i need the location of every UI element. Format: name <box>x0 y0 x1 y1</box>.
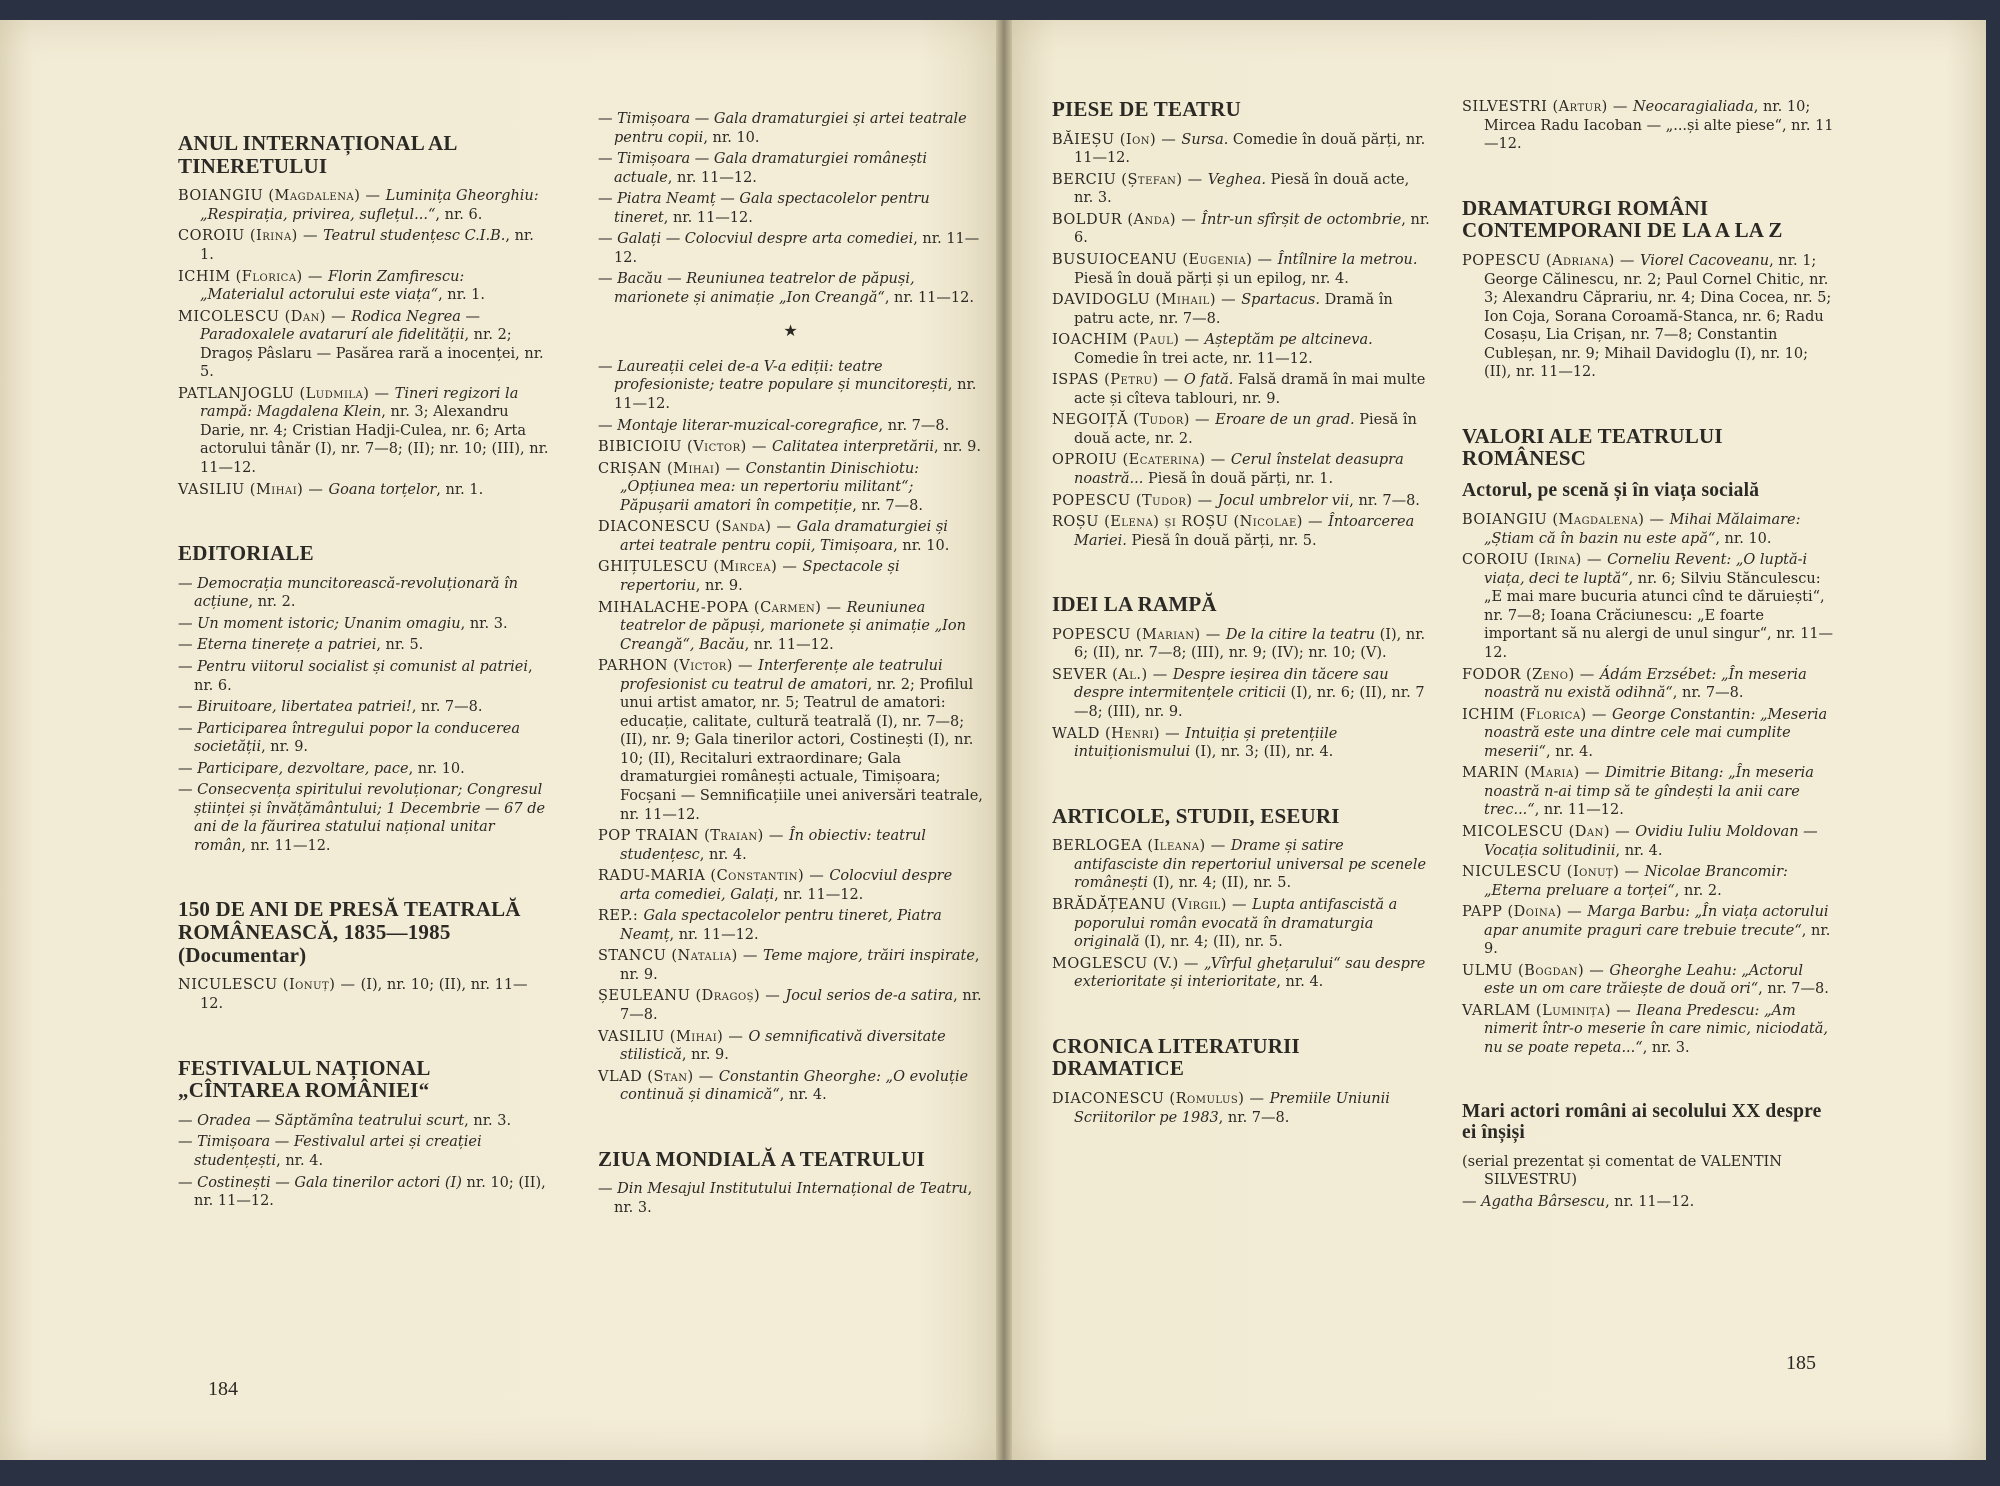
entry-title: Întîlnire la metrou. <box>1277 251 1418 268</box>
entry-issue: (I), nr. 6; (II), nr. 7—8; (III), nr. 9. <box>1074 685 1425 721</box>
entry-author: SEVER (Al.) — <box>1052 666 1173 683</box>
entry-author: ICHIM (Florica) — <box>1462 706 1612 723</box>
section-heading: FESTIVALUL NAȚIONAL „CÎNTAREA ROMÂNIEI“ <box>178 1055 430 1103</box>
bibliography-entry <box>1052 451 1432 488</box>
entry-title: Tineri regizori la rampă: Magdalena Klein <box>200 385 519 421</box>
entry-author: COROIU (Irina) — <box>1462 552 1608 569</box>
entry-title: — Biruitoare, libertatea patriei! <box>178 699 412 716</box>
section-heading: ARTICOLE, STUDII, ESEURI <box>1052 803 1340 828</box>
bibliography-entry <box>598 270 983 307</box>
bibliography-entry <box>1462 1193 1834 1212</box>
entry-author: VASILIU (Mihai) — <box>598 1028 749 1045</box>
entry-issue: , nr. 7—8. <box>1349 492 1420 509</box>
entry-author: IOACHIM (Paul) — <box>1052 332 1205 349</box>
entry-author: DIACONESCU (Romulus) — <box>1052 1091 1270 1108</box>
entry-author: NICULESCU (Ionuț) — <box>1462 864 1645 881</box>
entry-title: Luminița Gheorghiu: „Respirația, privirea, suflețul...“ <box>200 188 539 223</box>
bibliography-entry <box>598 947 983 984</box>
entry-title: Într-un sfîrșit de octombrie <box>1201 211 1402 228</box>
section-heading: DRAMATURGI ROMÂNI CONTEMPORANI DE LA A LA Z <box>1462 195 1783 243</box>
entry-title: Ovidiu Iuliu Moldovan — Vocația solitudinii <box>1484 823 1818 859</box>
entry-title: Viorel Cacoveanu <box>1640 252 1770 269</box>
entry-title: Premiile Uniunii Scriitorilor pe 1983 <box>1074 1091 1390 1126</box>
bibliography-entry <box>1462 551 1834 662</box>
entry-title: Veghea. <box>1207 171 1266 188</box>
entry-author: PAPP (Doina) — <box>1462 904 1588 921</box>
entry-issue: , nr. 4. <box>1276 974 1324 991</box>
bibliography-entry <box>598 190 983 227</box>
bibliography-entry <box>598 518 983 555</box>
entry-issue: , nr. 5. <box>376 637 424 654</box>
entry-title: — Un moment istoric; Unanim omagiu <box>178 615 461 632</box>
bibliography-entry <box>1052 513 1432 550</box>
bibliography-entry <box>1052 291 1432 328</box>
bibliography-entry <box>598 150 983 187</box>
entry-issue: , nr. 11—12. <box>663 209 753 226</box>
entry-issue: , nr. 9. <box>620 948 980 983</box>
bibliography-entry <box>598 867 983 904</box>
entry-issue: , nr. 7—8. <box>852 497 923 514</box>
section-spacer <box>1052 765 1432 805</box>
entry-issue: Comedie în trei acte, nr. 11—12. <box>1074 350 1313 367</box>
bibliography-entry <box>1052 626 1432 663</box>
bibliography-entry <box>178 698 550 717</box>
entry-author: BOIANGIU (Magdalena) — <box>178 188 386 205</box>
bibliography-entry <box>1462 1002 1834 1058</box>
entry-title: — Montaje literar-muzical-coregrafice <box>598 417 879 434</box>
bibliography-entry <box>598 110 983 147</box>
bibliography-entry <box>1462 252 1834 382</box>
entry-author: BUSUIOCEANU (Eugenia) — <box>1052 251 1278 268</box>
entry-title: Colocviul despre arta comediei, Galați <box>620 868 953 903</box>
entry-issue: , nr. 10. <box>893 537 950 554</box>
entry-title: Jocul serios de-a satira <box>785 988 954 1005</box>
bibliography-entry <box>1052 837 1432 893</box>
entry-author: BOIANGIU (Magdalena) — <box>1462 512 1670 529</box>
entry-author: COROIU (Irina) — <box>178 228 324 245</box>
entry-issue: , nr. 11—12. <box>1605 1193 1695 1210</box>
left-column-1 <box>178 132 550 1214</box>
entry-issue: , nr. 11—12. <box>774 886 864 903</box>
entry-author: ROȘU (Elena) și ROȘU (Nicolae) — <box>1052 514 1329 531</box>
entry-issue: , nr. 6. <box>1074 211 1430 247</box>
entry-author: POPESCU (Marian) — <box>1052 626 1226 643</box>
entry-issue: , nr. 3. <box>614 1181 973 1216</box>
entry-issue: , nr. 7—8. <box>878 417 950 434</box>
entry-title: Spartacus. <box>1241 292 1320 309</box>
entry-title: — Participare, dezvoltare, pace <box>178 760 409 777</box>
entry-issue: Piesă în două părți, nr. 1. <box>1143 470 1334 487</box>
bibliography-entry <box>598 1028 983 1065</box>
entry-title: — Bacău — Reuniunea teatrelor de păpuși, marionete și animație „Ion Creangă“ <box>598 271 915 306</box>
entry-title: O semnificativă diversitate stilistică <box>620 1028 946 1064</box>
bibliography-entry <box>598 907 983 944</box>
entry-author: BĂIEȘU (Ion) — <box>1052 131 1182 148</box>
bibliography-entry <box>1462 764 1834 820</box>
entry-author: BIBICIOIU (Victor) — <box>598 439 773 456</box>
entry-title: Nicolae Brancomir: „Eterna preluare a torței“ <box>1484 864 1788 899</box>
entry-issue: , nr. 3; Alexandru Darie, nr. 4; Cristian Hadji-Culea, nr. 6; Arta actorului tânăr (I), nr. 7—8; (II); nr. 10; (III), nr. 11—12. <box>200 404 549 476</box>
entry-title: Teatrul studențesc C.I.B. <box>323 228 506 245</box>
entry-issue: , nr. 4. <box>1615 842 1663 859</box>
section-heading: IDEI LA RAMPĂ <box>1052 592 1217 617</box>
bibliography-entry <box>1052 331 1432 368</box>
entry-title: — Laureații celei de-a V-a ediții: teatre profesioniste; teatre populare și muncitorești <box>598 358 948 394</box>
entry-author: POP TRAIAN (Traian) — <box>598 828 789 845</box>
entry-author: NEGOIȚĂ (Tudor) — <box>1052 412 1216 429</box>
entry-author: STANCU (Natalia) — <box>598 948 763 965</box>
bibliography-entry <box>178 781 550 855</box>
section-spacer <box>1052 553 1432 593</box>
section-heading: Mari actori români ai secolului XX despre ei înșiși <box>1462 1100 1822 1143</box>
entry-title: De la citire la teatru <box>1225 626 1375 643</box>
entry-author: DIACONESCU (Sanda) — <box>598 519 797 536</box>
entry-author: MARIN (Maria) — <box>1462 765 1606 782</box>
bibliography-entry <box>1052 492 1432 511</box>
entry-title: — Democrația muncitorească-revoluționară în acțiune <box>178 575 518 611</box>
entry-issue: , nr. 11—12. <box>744 636 834 653</box>
entry-issue: (I), nr. 4; (II), nr. 5. <box>1139 934 1283 951</box>
entry-issue: Piesă în două acte, nr. 3. <box>1074 171 1410 207</box>
entry-title: Drame și satire antifasciste din repertoriul universal pe scenele românești <box>1074 838 1427 892</box>
bibliography-entry <box>1462 962 1834 999</box>
entry-author: ISPAS (Petru) — <box>1052 372 1184 389</box>
bibliography-entry <box>1052 896 1432 952</box>
entry-issue: , nr. 6. <box>435 206 483 223</box>
entry-author: VLAD (Stan) — <box>598 1068 719 1085</box>
entry-title: Ádám Erzsébet: „În meseria noastră nu există odihnă“ <box>1484 666 1807 702</box>
section-heading: 150 DE ANI DE PRESĂ TEATRALĂ ROMÂNEASCĂ, 1835—1985 (Documentar) <box>178 897 521 967</box>
series-note: (serial prezentat și comentat de VALENTIN SILVESTRU) <box>1462 1153 1782 1189</box>
entry-author: BERLOGEA (Ileana) — <box>1052 838 1231 855</box>
entry-issue: , nr. 6; Silviu Stănculescu: „E mai mare bucuria atunci cînd te dăruiești“, nr. 7—8; Ioana Crăciunescu: „E foarte important să nu alergi de unul singur“, nr. 11—12. <box>1484 570 1834 662</box>
entry-author: VARLAM (Luminița) — <box>1462 1002 1637 1019</box>
entry-title: Jocul umbrelor vii <box>1217 492 1350 509</box>
entry-author: REP.: <box>598 908 644 925</box>
bibliography-entry <box>1462 823 1834 860</box>
entry-issue: , nr. 1; George Călinescu, nr. 2; Paul Cornel Chitic, nr. 3; Alexandru Căprariu, nr. 4; Dina Cocea, nr. 5; Ion Coja, Sorana Coroamă-Stanca, nr. 6; Radu Cosașu, Lia Crișan, nr. 7—8; Constantin Cubleșan, nr. 9; Mihail Davidoglu (I), nr. 10; (II), nr. 11—12. <box>1484 252 1832 381</box>
bibliography-entry <box>1052 131 1432 168</box>
entry-issue: , nr. 4. <box>276 1152 324 1169</box>
bibliography-entry <box>1052 371 1432 408</box>
entry-title: Gala dramaturgiei și artei teatrale pentru copii, Timișoara <box>620 519 948 554</box>
entry-author: GHIȚULESCU (Mircea) — <box>598 559 803 576</box>
right-column-1 <box>1052 98 1432 1130</box>
entry-issue: Dramă în patru acte, nr. 7—8. <box>1074 292 1393 327</box>
entry-title: Lupta antifascistă a poporului român evocată în dramaturgia originală <box>1074 896 1398 951</box>
entry-author: ICHIM (Florica) — <box>178 268 328 285</box>
entry-author: MICOLESCU (Dan) — <box>1462 823 1636 840</box>
section-spacer <box>178 858 550 898</box>
bibliography-entry <box>1052 251 1432 288</box>
entry-author: FODOR (Zeno) — <box>1462 666 1600 683</box>
entry-title: Dimitrie Bitang: „În meseria noastră n-ai timp să te gîndești la anii care trec...“ <box>1484 765 1814 819</box>
bibliography-entry <box>598 358 983 414</box>
entry-title: — Costinești — Gala tinerilor actori (I) <box>178 1174 462 1191</box>
entry-title: — Din Mesajul Institutului Internațional de Teatru <box>598 1181 968 1198</box>
entry-author: MOGLESCU (V.) — <box>1052 955 1204 972</box>
section-heading: CRONICA LITERATURII DRAMATICE <box>1052 1033 1300 1081</box>
bibliography-entry <box>178 575 550 612</box>
entry-author: VASILIU (Mihai) — <box>178 481 329 498</box>
bibliography-entry <box>598 599 983 655</box>
entry-issue: , nr. 10. <box>703 129 760 146</box>
bibliography-entry <box>598 1180 983 1217</box>
entry-issue: Falsă dramă în mai multe acte și cîteva tablouri, nr. 9. <box>1074 372 1426 407</box>
entry-author: DAVIDOGLU (Mihail) — <box>1052 292 1242 309</box>
right-column-2 <box>1462 98 1834 1214</box>
entry-title: — Consecvența spiritului revoluționar; Congresul științei și învățământului; 1 Decembrie — 67 de ani de la făurirea statului național unitar român <box>178 782 546 854</box>
entry-issue: , nr. 2. <box>1674 882 1722 899</box>
entry-issue: , nr. 2. <box>248 594 296 611</box>
entry-title: Reuniunea teatrelor de păpuși, marionete și animație „Ion Creangă“, Bacău <box>620 599 966 653</box>
entry-title: Corneliu Revent: „O luptă-i viața, deci te luptă“ <box>1484 552 1808 587</box>
entry-title: Goana torțelor <box>328 481 437 498</box>
bibliography-entry <box>178 1174 550 1211</box>
entry-title: — Timișoara — Gala dramaturgiei românești actuale <box>598 151 928 186</box>
entry-author: MIHALACHE-POPA (Carmen) — <box>598 599 847 616</box>
entry-title: O fată. <box>1183 372 1234 389</box>
bibliography-entry <box>1462 706 1834 762</box>
entry-author: BERCIU (Ștefan) — <box>1052 171 1208 188</box>
entry-title: Gheorghe Leahu: „Actorul este un om care trăiește de două ori“ <box>1484 962 1803 998</box>
bibliography-entry <box>178 1112 550 1131</box>
entry-author: SILVESTRI (Artur) — <box>1462 99 1633 115</box>
bibliography-entry <box>598 827 983 864</box>
entry-issue: (I), nr. 10; (II), nr. 11—12. <box>200 977 528 1012</box>
entry-author: MICOLESCU (Dan) — <box>178 308 352 325</box>
entry-title: Marga Barbu: „În viața actorului apar anumite praguri care trebuie trecute“ <box>1484 904 1829 939</box>
section-spacer <box>1462 385 1834 425</box>
entry-issue: , nr. 4. <box>779 1087 827 1104</box>
entry-title: — Timișoara — Festivalul artei și creației studențești <box>178 1134 482 1169</box>
entry-title: Gala spectacolelor pentru tineret, Piatra Neamț <box>620 908 942 943</box>
entry-issue: , nr. 6. <box>194 658 533 694</box>
section-spacer <box>1462 1061 1834 1101</box>
bibliography-entry <box>178 385 550 478</box>
section-spacer <box>178 502 550 542</box>
entry-issue: , nr. 11—12. <box>667 169 757 186</box>
bibliography-entry <box>1052 666 1432 722</box>
entry-issue: , nr. 2; Profilul unui artist amator, nr. 5; Teatrul de amatori: educație, calitate, cultură teatrală (I), nr. 7—8; (II), nr. 9; Gala tinerilor actori, Costinești (I), nr. 10; (II), Recitaluri extraordinare; Gala dramaturgiei românești actuale, Timișoara; Focșani — Semnificațiile unei aniversări teatrale, nr. 11—12. <box>620 676 983 823</box>
entry-issue: , nr. 11—12. <box>241 837 331 854</box>
entry-author: ȘEULEANU (Dragoș) — <box>598 988 786 1005</box>
entry-issue: , nr. 7—8. <box>1672 685 1744 702</box>
entry-author: BRĂDĂȚEANU (Virgil) — <box>1052 896 1253 913</box>
entry-title: Întoarcerea Mariei. <box>1074 514 1415 549</box>
entry-issue: , nr. 7—8. <box>1758 981 1829 998</box>
entry-issue: , nr. 9. <box>933 439 981 456</box>
entry-issue: , nr. 4. <box>1545 743 1593 760</box>
entry-issue: , nr. 11—12. <box>669 926 759 943</box>
bibliography-entry <box>1462 903 1834 959</box>
entry-title: Constantin Dinischiotu: „Opțiunea mea: un repertoriu militant“; Păpușarii amatori în competiție <box>620 460 920 514</box>
entry-title: Ileana Predescu: „Am nimerit într-o meserie în care nimic, niciodată, nu se poate repeta...“ <box>1484 1002 1829 1056</box>
entry-issue: , nr. 1. <box>436 481 484 498</box>
entry-author: BOLDUR (Anda) — <box>1052 211 1202 228</box>
entry-issue: , nr. 9. <box>261 739 309 756</box>
entry-title: Cerul înstelat deasupra noastră... <box>1074 452 1404 487</box>
entry-author: PARHON (Victor) — <box>598 658 759 675</box>
entry-issue: Piesă în două acte, nr. 2. <box>1074 412 1417 447</box>
section-heading: VALORI ALE TEATRULUI ROMÂNESC <box>1462 423 1723 471</box>
bibliography-entry <box>178 1133 550 1170</box>
entry-title: Despre ieșirea din tăcere sau despre intermitențele criticii <box>1074 666 1389 702</box>
entry-title: Sursa. <box>1181 131 1229 148</box>
entry-author: CRIȘAN (Mihai) — <box>598 460 746 477</box>
bibliography-entry <box>178 227 550 264</box>
entry-title: În obiectiv: teatrul studențesc <box>620 828 926 863</box>
bibliography-entry <box>178 308 550 382</box>
entry-issue: , nr. 11—12. <box>614 231 980 266</box>
bibliography-entry <box>1462 863 1834 900</box>
entry-issue: (I), nr. 3; (II), nr. 4. <box>1190 744 1334 761</box>
entry-title: George Constantin: „Meseria noastră este una dintre cele mai cumplite meserii“ <box>1484 706 1828 760</box>
bibliography-entry <box>1052 1090 1432 1127</box>
bibliography-entry <box>598 230 983 267</box>
entry-issue: , nr. 11—12. <box>884 289 974 306</box>
book-gutter <box>996 20 1012 1460</box>
section-heading: PIESE DE TEATRU <box>1052 97 1241 121</box>
entry-issue: Piesă în două părți, nr. 5. <box>1126 532 1317 549</box>
entry-author: OPROIU (Ecaterina) — <box>1052 452 1231 469</box>
bibliography-entry <box>178 720 550 757</box>
bibliography-entry <box>178 760 550 779</box>
entry-author: NICULESCU (Ionuț) — <box>178 977 361 994</box>
section-spacer <box>598 1108 983 1148</box>
section-heading: ANUL INTERNAȚIONAL AL TINERETULUI <box>178 131 457 178</box>
entry-issue: , nr. 9. <box>695 577 743 594</box>
section-heading: EDITORIALE <box>178 541 314 566</box>
entry-issue: nr. 10; (II), nr. 11—12. <box>194 1174 546 1210</box>
entry-title: Constantin Gheorghe: „O evoluție continuă și dinamică“ <box>620 1068 969 1104</box>
entry-issue: Comedie în două părți, nr. 11—12. <box>1074 131 1426 167</box>
entry-title: Neocaragialiada <box>1632 99 1754 115</box>
entry-title: Calitatea interpretării <box>772 439 934 456</box>
entry-issue: , nr. 7—8. <box>411 699 483 716</box>
entry-author: RADU-MARIA (Constantin) — <box>598 868 830 885</box>
entry-title: Așteptăm pe altcineva. <box>1204 332 1373 349</box>
entry-title: Interferențe ale teatrului profesionist cu teatrul de amatori <box>620 658 943 693</box>
bibliography-entry <box>1462 666 1834 703</box>
entry-issue: , nr. 10. <box>408 760 465 777</box>
bibliography-entry <box>1462 98 1834 154</box>
bibliography-entry <box>598 417 983 436</box>
entry-author: ULMU (Bogdan) — <box>1462 962 1610 979</box>
entry-issue: , nr. 9. <box>1484 922 1831 958</box>
bibliography-entry <box>598 438 983 457</box>
entry-issue: , nr. 10; Mircea Radu Iacoban — „...și alte piese“, nr. 11—12. <box>1484 99 1834 153</box>
entry-issue: , nr. 4. <box>699 846 747 863</box>
section-heading: ZIUA MONDIALĂ A TEATRULUI <box>598 1146 925 1171</box>
section-spacer <box>1462 157 1834 197</box>
left-column-2 <box>598 110 983 1220</box>
star-separator-icon: ★ <box>783 321 798 341</box>
entry-title: Rodica Negrea — Paradoxalele avatarurí ale fidelității <box>200 308 481 344</box>
entry-title: Intuiția și pretențiile intuiționismului <box>1074 725 1338 761</box>
bibliography-entry <box>1462 511 1834 548</box>
section-spacer <box>178 1017 550 1057</box>
entry-issue: Piesă în două părți și un epilog, nr. 4. <box>1074 270 1349 287</box>
bibliography-entry <box>1052 725 1432 762</box>
entry-author: WALD (Henri) — <box>1052 725 1186 742</box>
entry-author: PATLANJOGLU (Ludmila) — <box>178 385 395 402</box>
entry-issue: , nr. 3. <box>464 1112 512 1129</box>
entry-title: — Piatra Neamț — Gala spectacolelor pentru tineret <box>598 191 930 226</box>
entry-title: Spectacole și repertoriu <box>620 559 900 594</box>
bibliography-entry <box>1052 211 1432 248</box>
entry-title: — Oradea — Săptămîna teatrului scurt <box>178 1112 465 1129</box>
page-number-left: 184 <box>208 1378 238 1400</box>
entry-author: POPESCU (Adriana) — <box>1462 252 1641 269</box>
bibliography-entry <box>1052 955 1432 992</box>
section-spacer <box>1052 995 1432 1035</box>
entry-issue: , nr. 1. <box>438 287 486 304</box>
section-heading: Actorul, pe scenă și în viața socială <box>1462 480 1760 502</box>
entry-issue: , nr. 10. <box>1715 530 1772 547</box>
entry-title: — Timișoara — Gala dramaturgiei și artei teatrale pentru copii <box>598 111 967 146</box>
entry-title: Eroare de un grad. <box>1215 412 1355 429</box>
entry-issue: , nr. 7—8. <box>620 988 982 1023</box>
bibliography-entry <box>178 658 550 695</box>
bibliography-entry <box>598 1068 983 1105</box>
bibliography-entry <box>178 187 550 224</box>
entry-issue: , nr. 9. <box>681 1047 729 1064</box>
entry-issue: , nr. 11—12. <box>614 377 977 413</box>
entry-issue: , nr. 2; Dragoș Pâslaru — Pasărea rară a inocenței, nr. 5. <box>200 327 544 381</box>
entry-title: — Eterna tinerețe a patriei <box>178 637 377 654</box>
entry-title: — Agatha Bârsescu <box>1462 1193 1606 1210</box>
entry-issue: , nr. 3. <box>460 615 508 632</box>
entry-title: — Participarea întregului popor la conducerea societății <box>178 720 520 756</box>
bibliography-entry <box>1052 411 1432 448</box>
entry-issue: , nr. 3. <box>1642 1039 1690 1056</box>
page-number-right: 185 <box>1786 1352 1816 1374</box>
bibliography-entry <box>1052 171 1432 208</box>
bibliography-entry <box>178 976 550 1013</box>
entry-title: — Pentru viitorul socialist și comunist al patriei <box>178 658 529 675</box>
entry-title: Florin Zamfirescu: „Materialul actorului este viața“ <box>200 268 465 304</box>
entry-issue: (I), nr. 6; (II), nr. 7—8; (III), nr. 9; (IV); nr. 10; (V). <box>1074 626 1426 662</box>
bibliography-entry <box>598 558 983 595</box>
bibliography-entry <box>598 987 983 1024</box>
bibliography-entry <box>178 636 550 655</box>
entry-issue: (I), nr. 4; (II), nr. 5. <box>1147 875 1292 892</box>
bibliography-entry <box>178 615 550 634</box>
entry-title: — Galați — Colocviul despre arta comediei <box>598 231 914 248</box>
bibliography-entry <box>598 657 983 824</box>
bibliography-entry <box>598 460 983 516</box>
entry-title: Mihai Mălaimare: „Știam că în bazin nu este apă“ <box>1484 512 1801 547</box>
entry-title: „Vîrful ghețarului“ sau despre exterioritate și interioritate <box>1074 955 1426 991</box>
bibliography-entry <box>178 268 550 305</box>
entry-issue: , nr. 7—8. <box>1218 1109 1290 1126</box>
bibliography-entry <box>178 481 550 500</box>
entry-issue: , nr. 11—12. <box>1534 802 1624 819</box>
entry-author: POPESCU (Tudor) — <box>1052 492 1218 509</box>
entry-issue: , nr. 1. <box>200 228 534 263</box>
entry-title: Teme majore, trăiri inspirate <box>762 948 975 965</box>
